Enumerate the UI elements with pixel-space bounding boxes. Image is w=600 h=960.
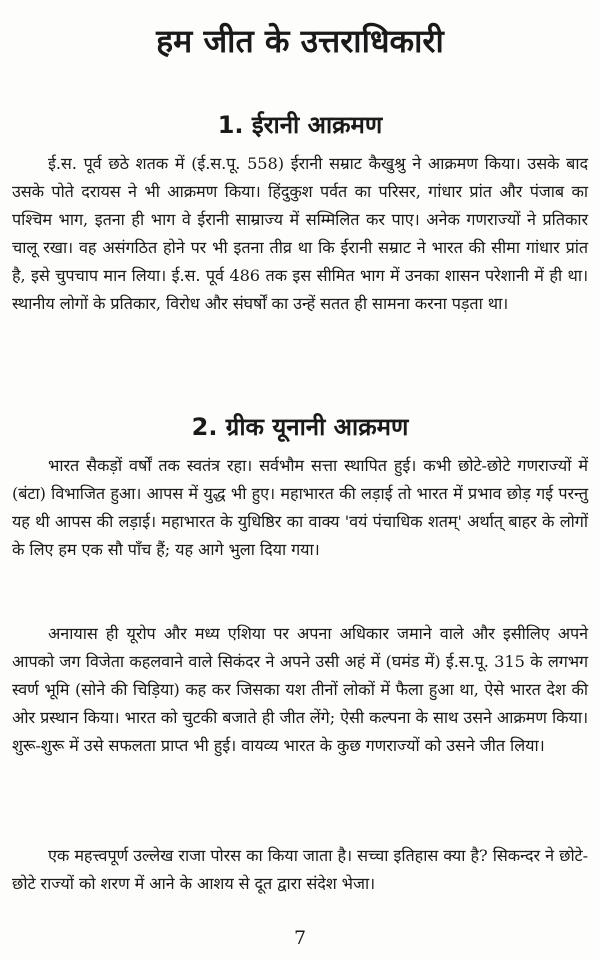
paragraph-porus: एक महत्त्वपूर्ण उल्लेख राजा पोरस का किया जाता है। सच्चा इतिहास क्या है? सिकन्दर ने छोटे-छोटे राज्यों को शरण में आने के आशय से दूत द्वारा संदेश भेजा। (12, 846, 588, 893)
paragraph-sikandar: अनायास ही यूरोप और मध्य एशिया पर अपना अधिकार जमाने वाले और इसीलिए अपने आपको जग विजेता कहलवाने वाले सिकंदर ने अपने उसी अहं में (घमंड में) ई.स.पू. 315 के लगभग स्वर्ण भूमि (सोने की चिड़िया) कह कर जिसका यश तीनों लोकों में फैला हुआ था, ऐसे भारत देश की ओर प्रस्थान किया। भारत को चुटकी बजाते ही जीत लेंगे; ऐसी कल्पना के साथ उसने आक्रमण किया। शुरू-शुरू में उसे सफलता प्राप्त भी हुई। वायव्य भारत के कुछ गणराज्यों को उसने जीत लिया। (12, 624, 588, 755)
page-number: 7 (293, 927, 307, 949)
section-heading-iranian-invasion: 1. ईरानी आक्रमण (217, 111, 383, 139)
paragraph-independence: भारत सैकड़ों वर्षों तक स्वतंत्र रहा। सर्वभौम सत्ता स्थापित हुई। कभी छोटे-छोटे गणराज्यों में (बंटा) विभाजित हुआ। आपस में युद्ध भी हुए। महाभारत की लड़ाई तो भारत में प्रभाव छोड़ गई परन्तु यह थी आपस की लड़ाई। महाभारत के युधिष्ठिर का वाक्य 'वयं पंचाधिक शतम्' अर्थात् बाहर के लोगों के लिए हम एक सौ पाँच हैं; यह आगे भुला दिया गया। (12, 456, 588, 559)
page-title: हम जीत के उत्तराधिकारी (156, 22, 444, 60)
section-heading-greek-invasion: 2. ग्रीक यूनानी आक्रमण (191, 413, 409, 441)
paragraph-iranian-invasion: ई.स. पूर्व छठे शतक में (ई.स.पू. 558) ईरानी सम्राट कैखुश्रु ने आक्रमण किया। उसके बाद उसके पोते दरायस ने भी आक्रमण किया। हिंदुकुश पर्वत का परिसर, गांधार प्रांत और पंजाब का पश्चिम भाग, इतना ही भाग वे ईरानी साम्राज्य में सम्मिलित कर पाए। अनेक गणराज्यों ने प्रतिकार चालू रखा। वह असंगठित होने पर भी इतना तीव्र था कि ईरानी सम्राट ने भारत की सीमा गांधार प्रांत है, इसे चुपचाप मान लिया। ई.स. पूर्व 486 तक इस सीमित भाग में उनका शासन परेशानी में ही था। स्थानीय लोगों के प्रतिकार, विरोध और संघर्षों का उन्हें सतत ही सामना करना पड़ता था। (12, 154, 588, 313)
